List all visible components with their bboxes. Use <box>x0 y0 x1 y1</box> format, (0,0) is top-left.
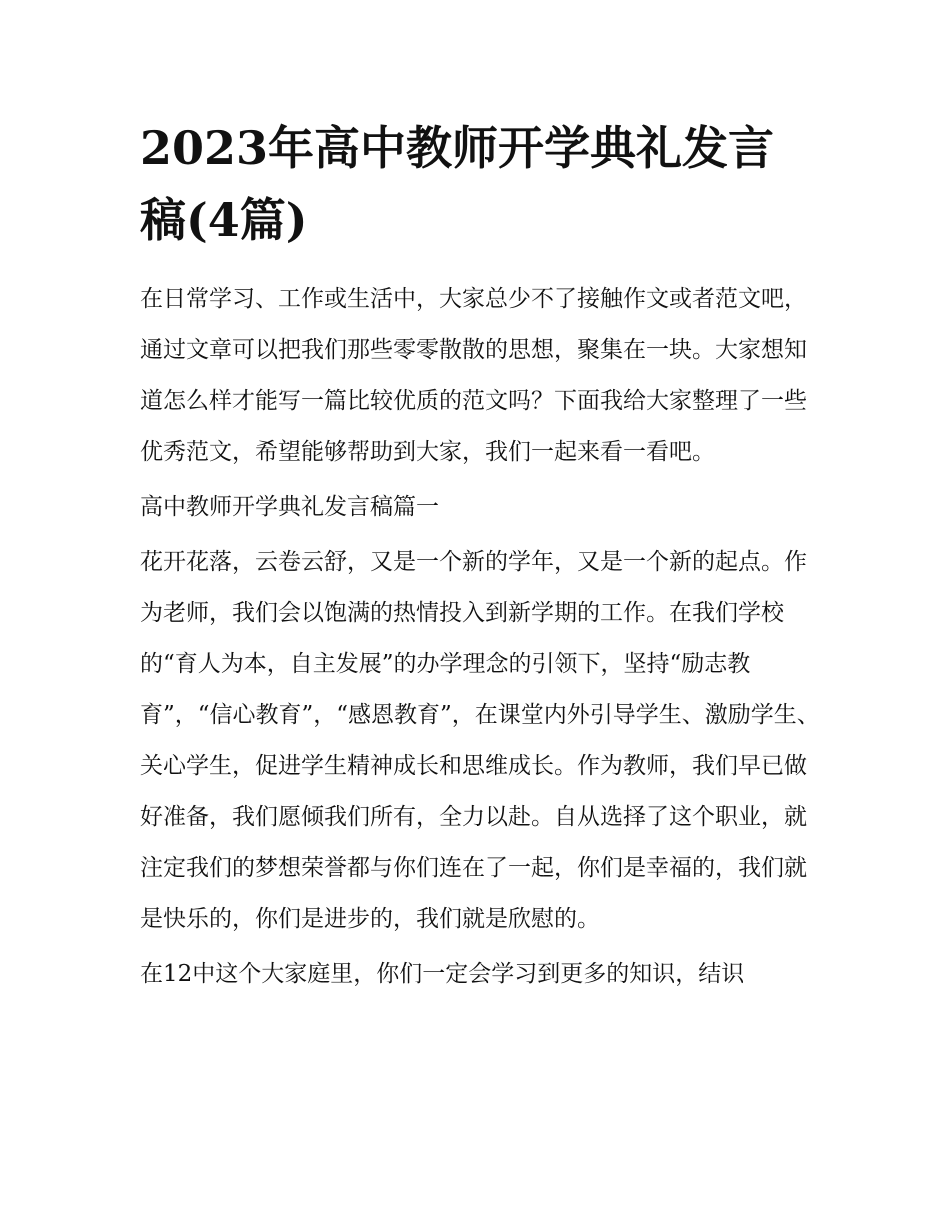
document-title: 2023年高中教师开学典礼发言稿(4篇) <box>140 121 775 247</box>
document-body <box>140 274 820 1000</box>
body-paragraph: 在12中这个大家庭里，你们一定会学习到更多的知识，结识 <box>140 961 745 987</box>
intro-paragraph: 在日常学习、工作或生活中，大家总少不了接触作文或者范文吧，通过文章可以把我们那些零零散散的思想，聚集在一块。大家想知道怎么样才能写一篇比较优质的范文吗？下面我给大家整理了一些优秀范文，希望能够帮助到大家，我们一起来看一看吧。 <box>140 286 807 465</box>
section-heading: 高中教师开学典礼发言稿篇一 <box>140 494 439 520</box>
body-paragraph: 花开花落，云卷云舒，又是一个新的学年，又是一个新的起点。作为老师，我们会以饱满的热情投入到新学期的工作。在我们学校的“育人为本，自主发展”的办学理念的引领下，坚持“励志教育”，“信心教育”，“感恩教育”，在课堂内外引导学生、激励学生、关心学生，促进学生精神成长和思维成长。作为教师，我们早已做好准备，我们愿倾我们所有，全力以赴。自从选择了这个职业，就注定我们的梦想荣誉都与你们连在了一起，你们是幸福的，我们就是快乐的，你们是进步的，我们就是欣慰的。 <box>140 549 820 932</box>
document-page <box>140 112 820 1004</box>
